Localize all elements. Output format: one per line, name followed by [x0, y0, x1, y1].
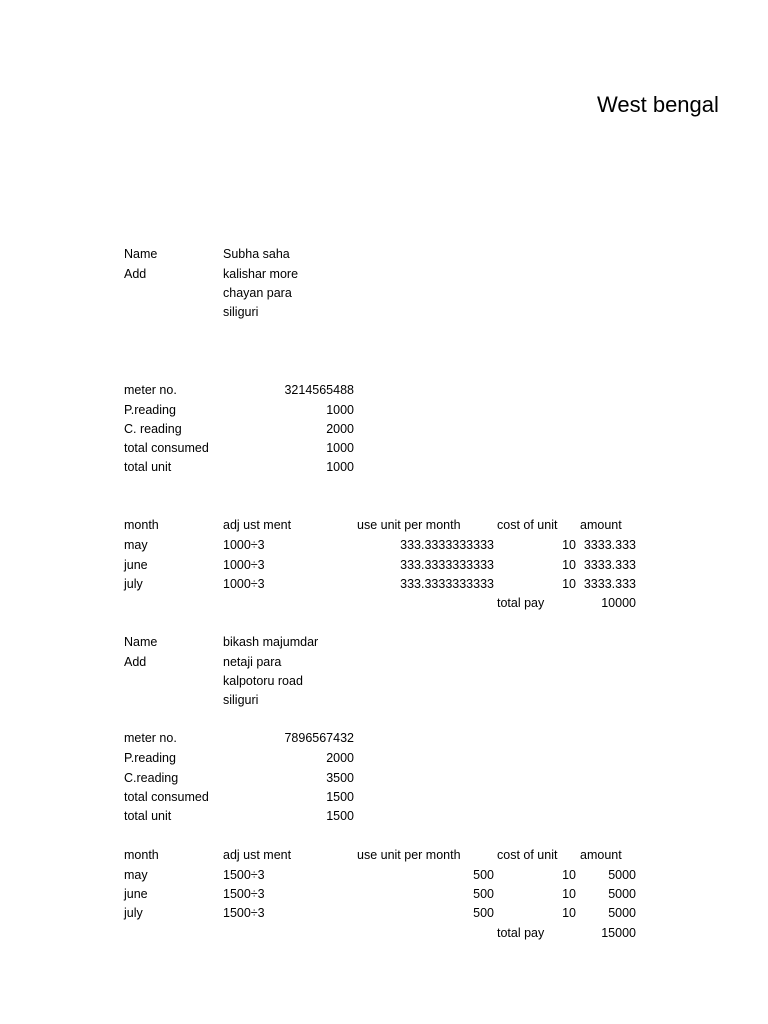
previous-reading-label: P.reading: [124, 751, 176, 765]
cell-adjustment: 1500÷3: [223, 887, 265, 901]
cell-amount: 5000: [608, 906, 636, 920]
total-consumed: 1500: [326, 790, 354, 804]
total-unit: 1500: [326, 809, 354, 823]
cell-cost: 10: [562, 906, 576, 920]
address-line: kalishar more: [223, 267, 299, 281]
column-header-use-unit: use unit per month: [357, 848, 461, 862]
cell-amount: 3333.333: [583, 538, 636, 552]
total-consumed-label: total consumed: [124, 790, 209, 804]
meter-label: meter no.: [124, 731, 177, 745]
total-consumed-label: total consumed: [124, 441, 209, 455]
address-line: kalpotoru road: [223, 674, 303, 688]
cell-month: june: [124, 887, 148, 901]
cell-amount: 3333.333: [583, 558, 636, 572]
total-unit: 1000: [326, 460, 354, 474]
cell-cost: 10: [562, 868, 576, 882]
address-line: siliguri: [223, 693, 259, 707]
cell-month: may: [124, 868, 148, 882]
total-unit-label: total unit: [124, 809, 172, 823]
column-header-adjustment: adj ust ment: [223, 848, 292, 862]
meter-number: 7896567432: [284, 731, 354, 745]
total-consumed: 1000: [326, 441, 354, 455]
total-pay: 10000: [601, 596, 636, 610]
previous-reading: 1000: [326, 403, 354, 417]
cell-adjustment: 1000÷3: [223, 577, 265, 591]
column-header-cost-of-unit: cost of unit: [497, 518, 558, 532]
column-header-adjustment: adj ust ment: [223, 518, 292, 532]
cell-month: july: [124, 906, 143, 920]
total-pay-label: total pay: [497, 596, 545, 610]
page-title: West bengal: [597, 92, 719, 117]
cell-amount: 3333.333: [583, 577, 636, 591]
column-header-month: month: [124, 518, 159, 532]
cell-use-unit: 333.3333333333: [400, 558, 494, 572]
cell-amount: 5000: [608, 887, 636, 901]
address-line: netaji para: [223, 655, 282, 669]
current-reading: 3500: [326, 771, 354, 785]
cell-month: july: [124, 577, 143, 591]
cell-adjustment: 1000÷3: [223, 558, 265, 572]
cell-use-unit: 500: [473, 887, 494, 901]
cell-use-unit: 333.3333333333: [400, 577, 494, 591]
cell-adjustment: 1000÷3: [223, 538, 265, 552]
address-label: Add: [124, 655, 147, 669]
cell-amount: 5000: [608, 868, 636, 882]
previous-reading: 2000: [326, 751, 354, 765]
name-label: Name: [124, 247, 158, 261]
cell-cost: 10: [562, 577, 576, 591]
cell-adjustment: 1500÷3: [223, 868, 265, 882]
cell-use-unit: 333.3333333333: [400, 538, 494, 552]
cell-cost: 10: [562, 558, 576, 572]
customer-name: bikash majumdar: [223, 635, 319, 649]
address-line: chayan para: [223, 286, 292, 300]
meter-label: meter no.: [124, 383, 177, 397]
previous-reading-label: P.reading: [124, 403, 176, 417]
column-header-use-unit: use unit per month: [357, 518, 461, 532]
address-line: siliguri: [223, 305, 259, 319]
current-reading: 2000: [326, 422, 354, 436]
cell-month: june: [124, 558, 148, 572]
cell-month: may: [124, 538, 148, 552]
address-label: Add: [124, 267, 147, 281]
total-pay-label: total pay: [497, 926, 545, 940]
cell-use-unit: 500: [473, 906, 494, 920]
current-reading-label: C.reading: [124, 771, 179, 785]
current-reading-label: C. reading: [124, 422, 182, 436]
column-header-amount: amount: [580, 518, 622, 532]
column-header-cost-of-unit: cost of unit: [497, 848, 558, 862]
meter-number: 3214565488: [284, 383, 354, 397]
total-unit-label: total unit: [124, 460, 172, 474]
title-clip: [0, 88, 719, 128]
cell-use-unit: 500: [473, 868, 494, 882]
name-label: Name: [124, 635, 158, 649]
cell-cost: 10: [562, 887, 576, 901]
cell-adjustment: 1500÷3: [223, 906, 265, 920]
cell-cost: 10: [562, 538, 576, 552]
column-header-month: month: [124, 848, 159, 862]
column-header-amount: amount: [580, 848, 622, 862]
customer-name: Subha saha: [223, 247, 290, 261]
total-pay: 15000: [601, 926, 636, 940]
